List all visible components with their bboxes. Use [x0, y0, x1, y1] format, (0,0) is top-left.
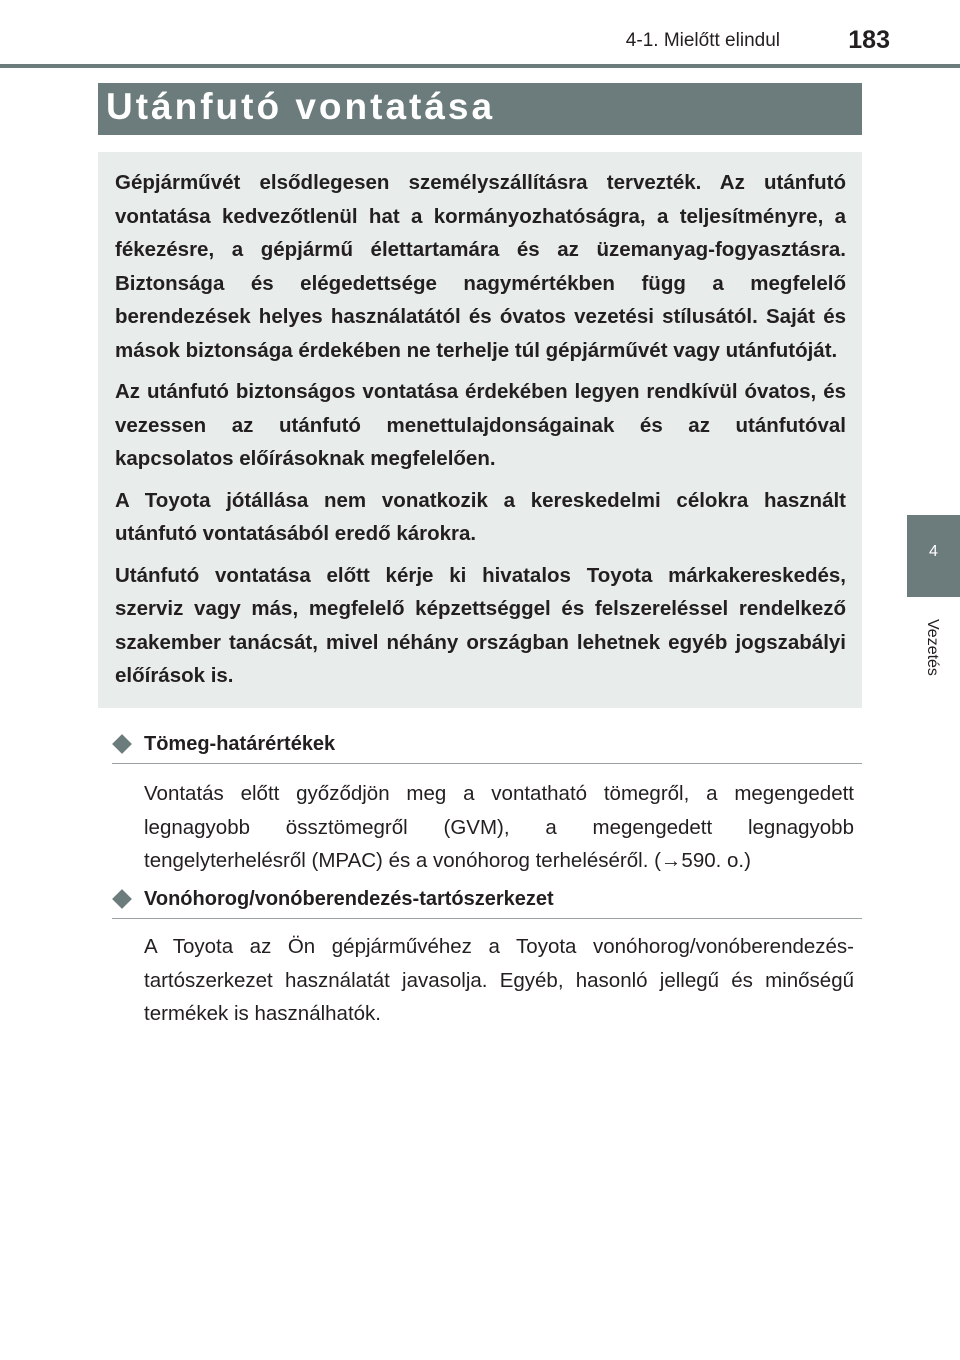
section-heading-weight-limits: [112, 727, 862, 764]
section-body: Vontatás előtt győződjön meg a vontatható tömegről, a megengedett legnagyobb össztömegről (GVM), a megengedett legnagyobb tengelyterhelésről (MPAC) és a vonóhorog terheléséről. (→590. o.): [144, 782, 854, 872]
header-rule: [0, 64, 960, 68]
intro-paragraph: Gépjárművét elsődlegesen személyszállításra tervezték. Az utánfutó vontatása kedvezőtlenül hat a kormányozhatóságra, a teljesítményre, a fékezésre, a gépjármű élettartamára és az üzemanyag-fogyasztásra. Biztonsága és elégedettsége nagymértékben függ a megfelelő berendezések helyes használatától és óvatos vezetési stílusától. Saját és mások biztonsága érdekében ne terhelje túl gépjárművét vagy utánfutóját.: [115, 171, 846, 362]
section-heading-hitch: [112, 882, 862, 919]
running-header-section: 4-1. Mielőtt elindul: [625, 30, 780, 51]
intro-paragraph: Az utánfutó biztonságos vontatása érdekében legyen rendkívül óvatos, és vezessen az utánfutó menettulajdonságainak és az utánfutóval kapcsolatos előírásoknak megfelelően.: [115, 380, 846, 470]
chapter-label: Vezetés: [924, 618, 941, 676]
intro-content: [115, 166, 846, 701]
intro-paragraph: A Toyota jótállása nem vonatkozik a kereskedelmi célokra használt utánfutó vontatásából eredő károkra.: [115, 488, 846, 545]
section-body: A Toyota az Ön gépjárművéhez a Toyota vonóhorog/vonóberendezés-tartószerkezet használatát javasolja. Egyéb, hasonló jellegű és minőségű termékek is használhatók.: [144, 935, 854, 1025]
page-title-bar: [98, 83, 862, 135]
diamond-bullet-icon: [112, 734, 132, 754]
intro-paragraph: Utánfutó vontatása előtt kérje ki hivatalos Toyota márkakereskedés, szerviz vagy más, megfelelő képzettséggel és felszereléssel rendelkező szakember tanácsát, mivel néhány országban lehetnek egyéb jogszabályi előírások is.: [115, 563, 846, 687]
diamond-bullet-icon: [112, 889, 132, 909]
chapter-tab: [907, 515, 960, 597]
page-number: 183: [848, 26, 890, 54]
intro-box: [98, 152, 862, 708]
section-title: Vonóhorog/vonóberendezés-tartószerkezet: [144, 888, 554, 910]
chapter-number: 4: [929, 543, 938, 560]
section-title: Tömeg-határértékek: [144, 733, 336, 755]
page-title: Utánfutó vontatása: [106, 86, 496, 127]
